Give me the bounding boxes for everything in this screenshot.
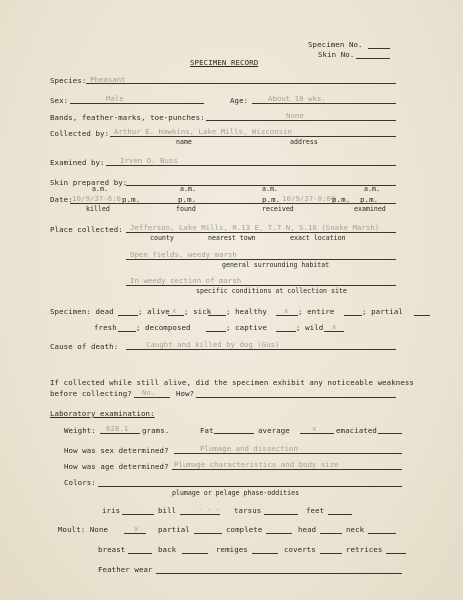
weakness-question-line-2: before collecting?	[50, 389, 132, 398]
tarsus-line	[264, 514, 298, 515]
back-label: back	[158, 545, 177, 554]
remiges-label: remiges	[216, 545, 248, 554]
collected-by-address-caption: address	[290, 138, 318, 146]
coverts-line	[320, 553, 342, 554]
cause-of-death-value: Caught and killed by dog (Gus)	[146, 340, 280, 349]
sex-label: Sex:	[50, 96, 69, 105]
cause-of-death-line	[126, 349, 396, 350]
moult-complete-line	[266, 533, 292, 534]
alive-line[interactable]	[168, 315, 184, 316]
healthy-line[interactable]	[276, 315, 298, 316]
form-title: SPECIMEN RECORD	[190, 58, 259, 67]
age-line	[252, 103, 396, 104]
partial-line[interactable]	[414, 315, 430, 316]
habitat-value: Open fields, weedy marsh	[130, 250, 237, 259]
decomposed-label: ; decomposed	[136, 323, 191, 332]
killed-caption: killed	[86, 205, 110, 213]
bands-value: None	[286, 111, 304, 120]
remiges-line	[252, 553, 278, 554]
site-line	[126, 285, 396, 286]
fat-label: Fat	[200, 426, 214, 435]
entire-line[interactable]	[344, 315, 362, 316]
specimen-no-label: Specimen No.	[308, 40, 363, 49]
weakness-answer: No.	[142, 388, 156, 397]
place-collected-line	[126, 232, 396, 233]
age-determined-answer: Plumage characteristics and body size	[174, 460, 339, 469]
entire-label: ; entire	[298, 307, 335, 316]
skin-prepared-by-label: Skin prepared by:	[50, 178, 128, 187]
examined-pm: p.m.	[360, 195, 379, 204]
how-line	[196, 397, 396, 398]
average-mark: x	[312, 424, 317, 433]
collected-by-label: Collected by:	[50, 129, 110, 138]
received-pm: p.m.	[262, 195, 281, 204]
received-date-value: 10/9/37-8:00	[282, 194, 336, 203]
site-value: In weedy section of marsh	[130, 276, 242, 285]
weight-label: Weight:	[64, 426, 96, 435]
healthy-label: ; healthy	[226, 307, 267, 316]
moult-none-line	[124, 533, 146, 534]
back-line	[182, 553, 208, 554]
age-determined-question: How was age determined?	[64, 462, 169, 471]
moult-complete-label: complete	[226, 525, 263, 534]
bill-label: bill	[158, 506, 177, 515]
moult-partial-label: partial	[158, 525, 190, 534]
species-label: Species:	[50, 76, 87, 85]
captive-line[interactable]	[276, 331, 296, 332]
plumage-caption: plumage or pelage phase-oddities	[172, 489, 300, 497]
iris-label: iris	[102, 506, 121, 515]
weight-value: 628.1	[106, 424, 129, 433]
weakness-answer-line	[134, 397, 170, 398]
site-caption: specific conditions at collection site	[196, 287, 347, 295]
exact-location-caption: exact location	[290, 234, 346, 242]
sex-value: Male	[106, 94, 124, 103]
examined-am: a.m.	[364, 185, 380, 193]
killed-am: a.m.	[92, 185, 108, 193]
specimen-dead-label: Specimen: dead	[50, 307, 114, 316]
age-label: Age:	[230, 96, 249, 105]
colors-line	[98, 486, 402, 487]
grams-label: grams.	[142, 426, 170, 435]
alive-label: ; alive	[138, 307, 170, 316]
collected-by-line	[110, 136, 396, 137]
skin-prepared-by-line	[126, 185, 396, 186]
weakness-question-line-1: If collected while still alive, did the specimen exhibit any noticeable weakness	[50, 378, 414, 387]
specimen-no-line	[368, 48, 390, 49]
skin-no-label: Skin No.	[318, 50, 355, 59]
average-line	[300, 433, 334, 434]
date-label: Date:	[50, 195, 73, 204]
fresh-label: fresh	[94, 323, 117, 332]
coverts-label: coverts	[284, 545, 316, 554]
bill-value: - - -	[198, 505, 221, 514]
collected-by-name-caption: name	[176, 138, 192, 146]
bands-label: Bands, feather-marks, toe-punches:	[50, 113, 205, 122]
fat-line	[214, 433, 254, 434]
received-am: a.m.	[262, 185, 278, 193]
moult-head-label: head	[298, 525, 317, 534]
moult-neck-line	[368, 533, 396, 534]
retrices-label: retrices	[346, 545, 383, 554]
lab-heading: Laboratory examination:	[50, 409, 155, 418]
tarsus-label: tarsus	[234, 506, 262, 515]
feather-wear-line	[156, 573, 402, 574]
found-caption: found	[176, 205, 196, 213]
received-caption: received	[262, 205, 294, 213]
bands-line	[206, 120, 396, 121]
healthy-mark: x	[284, 306, 289, 315]
place-collected-value: Jefferson, Lake Mills, R.13 E, T.7 N, S.16 (Snake Marsh)	[130, 223, 380, 232]
breast-label: breast	[98, 545, 126, 554]
emaciated-line	[378, 433, 402, 434]
county-caption: county	[150, 234, 174, 242]
received-pm-suffix: p.m.	[332, 195, 351, 204]
average-label: average	[258, 426, 290, 435]
feet-label: feet	[306, 506, 325, 515]
dead-line[interactable]	[118, 315, 138, 316]
collected-by-value: Arthur E. Hawkins, Lake Mills, Wisconsin	[114, 127, 292, 136]
species-line	[86, 83, 396, 84]
examined-by-value: Irven O. Buss	[120, 156, 178, 165]
fresh-line[interactable]	[118, 331, 136, 332]
moult-none-label: Moult: None	[58, 525, 109, 534]
captive-label: ; captive	[226, 323, 267, 332]
feather-wear-label: Feather wear	[98, 565, 153, 574]
habitat-caption: general surrounding habitat	[222, 261, 330, 269]
killed-pm: p.m.	[122, 195, 141, 204]
sex-determined-line	[174, 453, 402, 454]
sex-determined-question: How was sex determined?	[64, 446, 169, 455]
moult-neck-label: neck	[346, 525, 365, 534]
bill-line	[180, 514, 220, 515]
cause-of-death-label: Cause of death:	[50, 342, 119, 351]
weight-line	[100, 433, 140, 434]
sex-determined-answer: Plumage and dissection	[200, 444, 298, 453]
decomposed-line[interactable]	[206, 331, 226, 332]
sick-line[interactable]	[208, 315, 226, 316]
nearest-town-caption: nearest town	[208, 234, 256, 242]
date-line	[70, 203, 396, 204]
breast-line	[128, 553, 152, 554]
age-determined-line	[172, 469, 402, 470]
found-am: a.m.	[180, 185, 196, 193]
found-pm: p.m.	[178, 195, 197, 204]
retrices-line	[386, 553, 406, 554]
colors-label: Colors:	[64, 478, 96, 487]
moult-head-line	[320, 533, 342, 534]
species-value: Pheasant	[90, 75, 126, 84]
moult-none-mark: x	[134, 524, 139, 533]
killed-date-value: 10/9/37-6:0	[72, 194, 121, 203]
sex-line	[70, 103, 204, 104]
how-label: How?	[176, 389, 195, 398]
partial-label: ; partial	[362, 307, 403, 316]
examined-by-line	[106, 165, 396, 166]
place-collected-label: Place collected:	[50, 225, 123, 234]
feet-line	[328, 514, 352, 515]
wild-mark: x	[332, 322, 337, 331]
examined-by-label: Examined by:	[50, 158, 105, 167]
habitat-line	[126, 259, 396, 260]
age-value: About 10 wks.	[268, 94, 326, 103]
sick-label: ; sick	[184, 307, 212, 316]
moult-partial-line	[194, 533, 222, 534]
alive-mark: x	[172, 306, 177, 315]
iris-line	[122, 514, 154, 515]
examined-caption: examined	[354, 205, 386, 213]
skin-no-line	[356, 58, 390, 59]
emaciated-label: emaciated	[336, 426, 377, 435]
wild-label: ; wild	[296, 323, 324, 332]
wild-line[interactable]	[324, 331, 344, 332]
